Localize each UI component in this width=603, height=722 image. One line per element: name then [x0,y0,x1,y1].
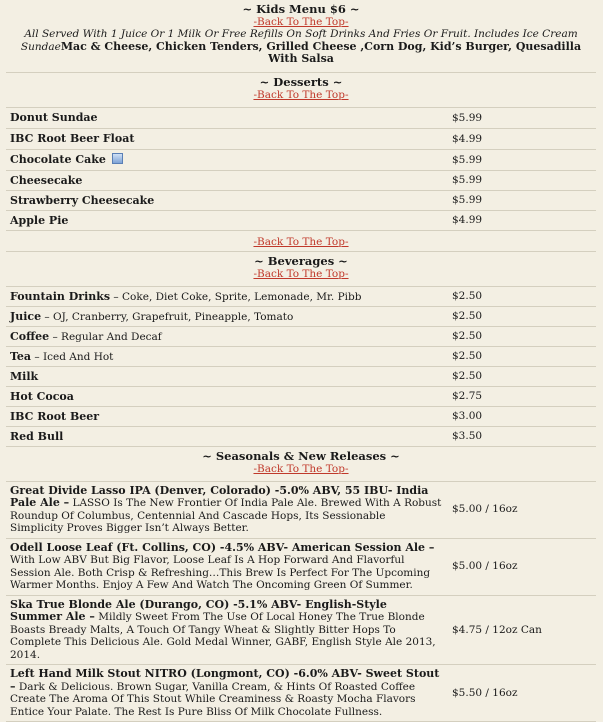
item-name: Donut Sundae [6,107,446,128]
menu-row [6,128,596,149]
item-name: Fountain Drinks [10,290,110,303]
menu-row [6,406,596,426]
item-price: $5.50 / 16oz [446,665,596,722]
desserts-title: ~ Desserts ~ [6,76,596,89]
item-detail: Mildly Sweet From The Use Of Local Honey The True Blonde Boasts Bready Malts, A Touch Of Tangy Wheat & Slightly Bitter Hops To Complete This Delicious Ale. Gold Medal Winner, GABF, English Style Ale 2013, 2014. [10,611,436,661]
menu-row [6,665,596,722]
seasonals-table [6,481,596,722]
menu-row [6,210,596,230]
item-cell [6,366,446,386]
menu-row [6,107,596,128]
item-cell [6,326,446,346]
item-cell [6,406,446,426]
item-price: $2.50 [446,286,596,306]
kids-menu-items: Mac & Cheese, Chicken Tenders, Grilled Cheese ,Corn Dog, Kid’s Burger, Quesadilla With Salsa [61,40,581,66]
item-price: $4.99 [446,128,596,149]
desserts-back-to-top-bottom-link[interactable]: -Back To The Top- [6,236,596,248]
item-price: $3.00 [446,406,596,426]
menu-row [6,346,596,366]
kids-back-to-top-link[interactable]: -Back To The Top- [6,16,596,28]
item-cell [6,538,446,595]
item-name: Juice [10,310,41,323]
item-name: Red Bull [10,430,63,443]
item-name: Odell Loose Leaf (Ft. Collins, CO) -4.5% ABV- American Session Ale – [10,541,434,554]
seasonals-back-to-top-link[interactable]: -Back To The Top- [6,463,596,475]
item-price: $5.99 [446,190,596,210]
item-detail: With Low ABV But Big Flavor, Loose Leaf Is A Hop Forward And Flavorful Session Ale. Both Crisp & Refreshing…This Brew Is Perfect For The Upcoming Warmer Months. Enjoy A Few And Watch The Oncoming Green Of Summer. [10,554,430,591]
item-price: $5.00 / 16oz [446,481,596,538]
item-name: Cheesecake [6,170,446,190]
item-name-cell [6,149,446,170]
item-name: IBC Root Beer [10,410,99,423]
item-cell [6,386,446,406]
item-cell [6,426,446,446]
item-cell [6,286,446,306]
item-price: $5.00 / 16oz [446,538,596,595]
item-name: Strawberry Cheesecake [6,190,446,210]
desserts-back-to-top-link[interactable]: -Back To The Top- [6,89,596,101]
item-name: Apple Pie [6,210,446,230]
item-price: $2.50 [446,326,596,346]
desserts-footer [6,231,596,248]
item-name: Left Hand Milk Stout NITRO (Longmont, CO) -6.0% ABV- Sweet Stout – [10,667,439,693]
menu-row [6,595,596,665]
item-name: Tea [10,350,31,363]
menu-row [6,538,596,595]
desserts-header [6,73,596,107]
beverages-header [6,251,596,286]
item-cell [6,346,446,366]
item-price: $5.99 [446,170,596,190]
item-detail: – Coke, Diet Coke, Sprite, Lemonade, Mr. Pibb [110,291,361,303]
menu-row [6,366,596,386]
item-price: $2.50 [446,346,596,366]
item-name: Ska True Blonde Ale (Durango, CO) -5.1% ABV- English-Style Summer Ale – [10,598,387,624]
item-name: IBC Root Beer Float [6,128,446,149]
item-price: $4.75 / 12oz Can [446,595,596,665]
item-cell [6,481,446,538]
menu-row [6,306,596,326]
beverages-title: ~ Beverages ~ [6,255,596,268]
item-detail: – Regular And Decaf [49,331,162,343]
item-price: $2.50 [446,306,596,326]
menu-page [6,0,596,722]
menu-row [6,326,596,346]
menu-row [6,481,596,538]
item-price: $2.75 [446,386,596,406]
menu-row [6,149,596,170]
image-icon[interactable] [112,153,123,164]
beverages-back-to-top-link[interactable]: -Back To The Top- [6,268,596,280]
item-detail: LASSO Is The New Frontier Of India Pale Ale. Brewed With A Robust Roundup Of Columbus, Centennial And Cascade Hops, Its Sessionable Simplicity Proves Bigger Isn’t Always Better. [10,497,441,534]
item-price: $4.99 [446,210,596,230]
item-detail: Dark & Delicious. Brown Sugar, Vanilla Cream, & Hints Of Roasted Coffee Create The Aroma Of This Stout While Creaminess & Roasty Mocha Flavors Entice Your Palate. The Rest Is Pure Bliss Of Milk Chocolate Fullness. [10,681,416,718]
menu-row [6,190,596,210]
item-name: Hot Cocoa [10,390,74,403]
kids-menu-title: ~ Kids Menu $6 ~ [6,3,596,16]
item-name: Coffee [10,330,49,343]
seasonals-title: ~ Seasonals & New Releases ~ [6,450,596,463]
desserts-table [6,107,596,231]
item-price: $3.50 [446,426,596,446]
kids-menu-header [6,0,596,28]
item-name: Milk [10,370,38,383]
item-name: Chocolate Cake [10,153,106,166]
item-price: $5.99 [446,107,596,128]
menu-row [6,386,596,406]
seasonals-header [6,447,596,481]
menu-row [6,286,596,306]
item-price: $5.99 [446,149,596,170]
menu-row [6,426,596,446]
item-cell [6,665,446,722]
kids-menu-description [6,28,596,73]
kids-menu-note: All Served With 1 Juice Or 1 Milk Or Free Refills On Soft Drinks And Fries Or Fruit. Includes Ice Cream Sundae [21,28,578,53]
item-detail: – Iced And Hot [31,351,113,363]
menu-row [6,170,596,190]
item-price: $2.50 [446,366,596,386]
beverages-table [6,286,596,447]
item-cell [6,306,446,326]
item-detail: – OJ, Cranberry, Grapefruit, Pineapple, Tomato [41,311,293,323]
item-cell [6,595,446,665]
item-name: Great Divide Lasso IPA (Denver, Colorado) -5.0% ABV, 55 IBU- India Pale Ale – [10,484,428,510]
